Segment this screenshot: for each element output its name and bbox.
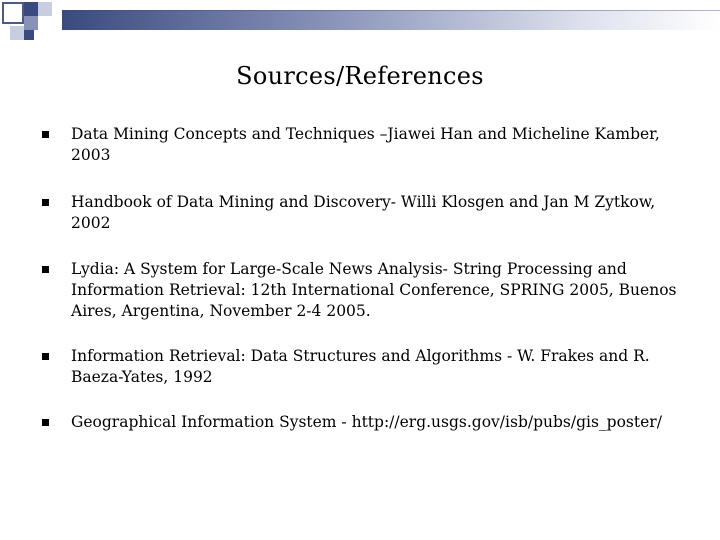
header-band-line bbox=[62, 10, 720, 11]
corner-square-light-2 bbox=[10, 26, 24, 40]
reference-text: Lydia: A System for Large-Scale News Analysis- String Processing and Information Retrieval: 12th International Conference, SPRING 2005, Buenos Aires, Argentina, November 2-4 2005. bbox=[71, 260, 677, 320]
corner-square-mid bbox=[24, 16, 38, 30]
corner-square-light bbox=[38, 2, 52, 16]
list-item bbox=[40, 192, 680, 234]
reference-text: Data Mining Concepts and Techniques –Jiawei Han and Micheline Kamber, 2003 bbox=[71, 125, 660, 164]
list-item bbox=[40, 346, 680, 388]
reference-list bbox=[40, 124, 680, 433]
square-bullet-icon bbox=[42, 199, 49, 206]
list-item bbox=[40, 259, 680, 322]
square-bullet-icon bbox=[42, 419, 49, 426]
reference-text: Information Retrieval: Data Structures and Algorithms - W. Frakes and R. Baeza-Yates, 1992 bbox=[71, 347, 650, 386]
square-bullet-icon bbox=[42, 353, 49, 360]
reference-text: Geographical Information System - http://erg.usgs.gov/isb/pubs/gis_poster/ bbox=[71, 413, 662, 431]
reference-text: Handbook of Data Mining and Discovery- Willi Klosgen and Jan M Zytkow, 2002 bbox=[71, 193, 656, 232]
square-bullet-icon bbox=[42, 131, 49, 138]
corner-square-navy-2 bbox=[24, 30, 34, 40]
header-gradient-band bbox=[62, 10, 720, 30]
slide-title: Sources/References bbox=[236, 62, 484, 90]
corner-square-navy bbox=[24, 2, 38, 16]
list-item bbox=[40, 124, 680, 166]
list-item bbox=[40, 412, 680, 433]
corner-decoration bbox=[0, 0, 60, 50]
square-bullet-icon bbox=[42, 266, 49, 273]
corner-square-outline bbox=[2, 2, 24, 24]
